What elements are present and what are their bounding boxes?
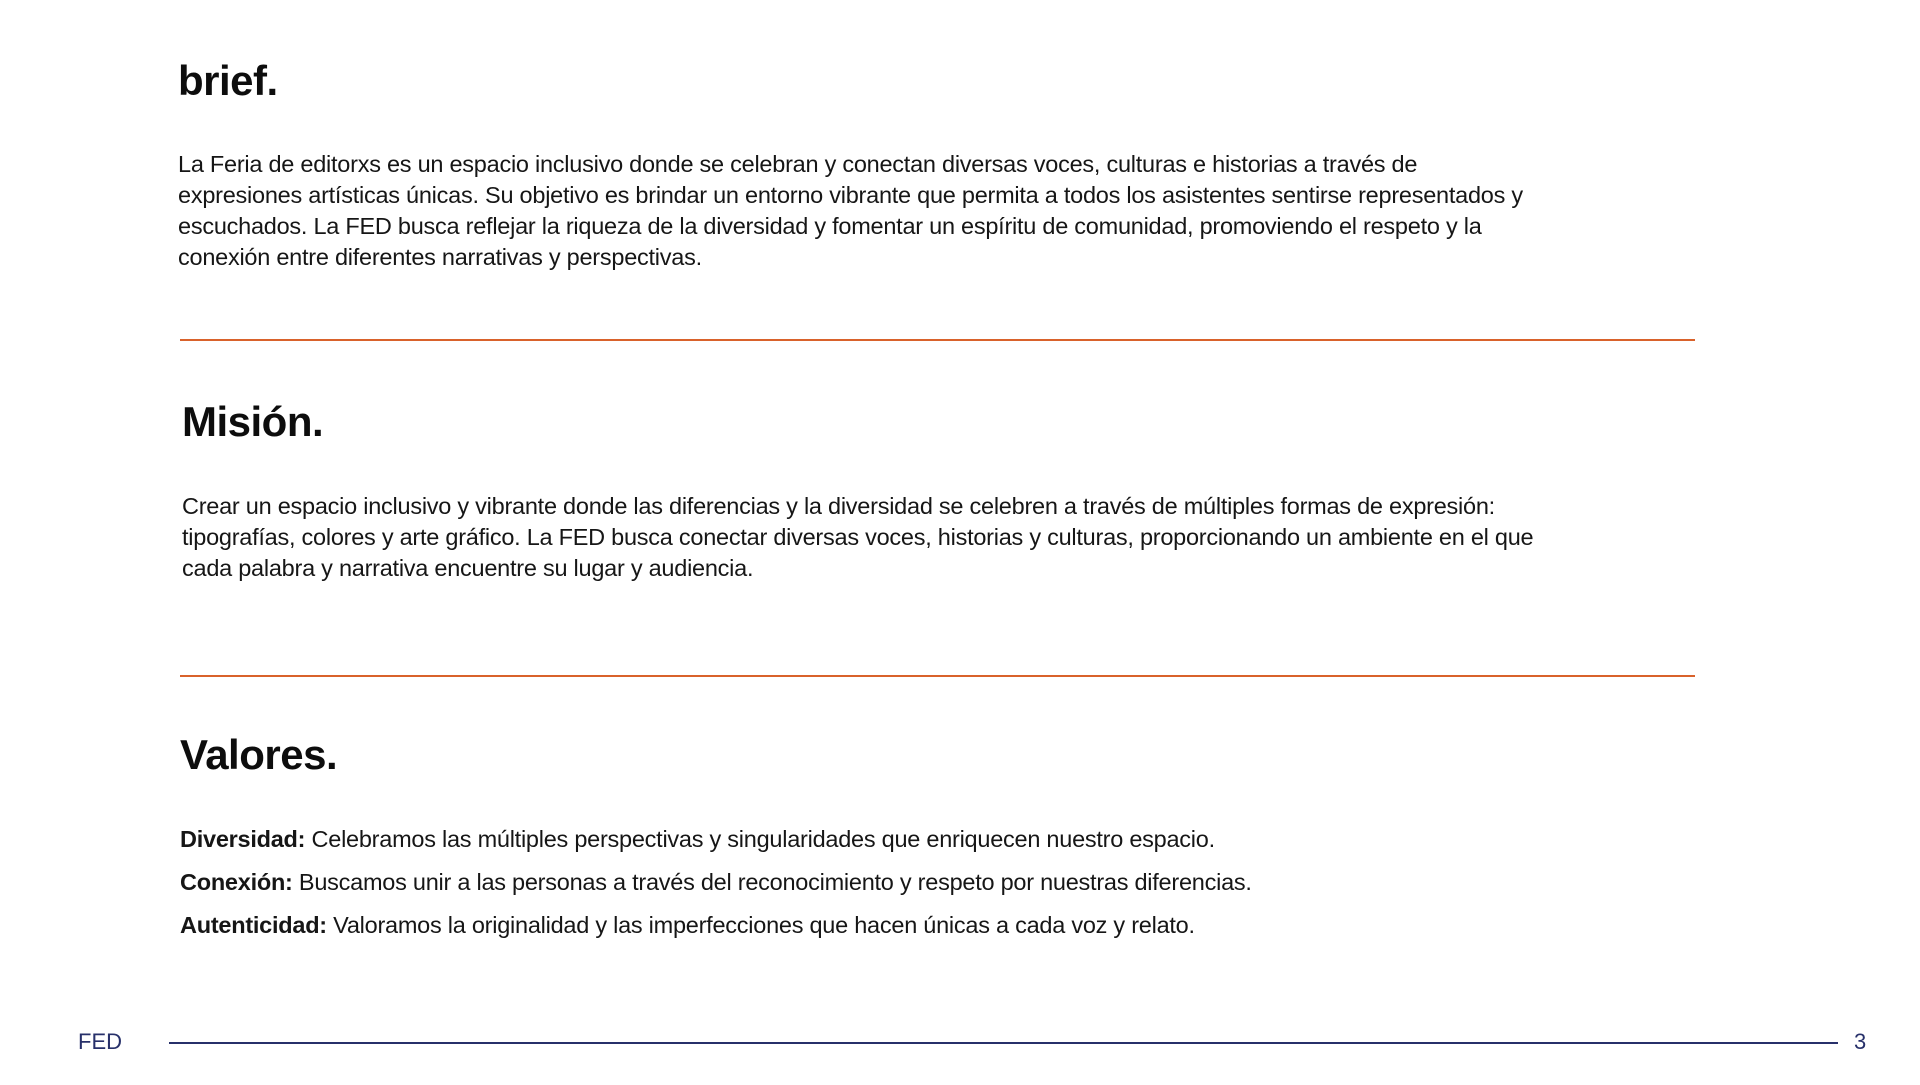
value-description: Celebramos las múltiples perspectivas y singularidades que enriquecen nuestro espacio. <box>305 826 1215 852</box>
value-term: Autenticidad: <box>180 912 327 938</box>
brief-title: brief. <box>178 57 278 104</box>
value-term: Conexión: <box>180 869 293 895</box>
valores-title: Valores. <box>180 731 338 778</box>
section-divider <box>180 675 1695 677</box>
values-list <box>180 818 1252 947</box>
mision-paragraph: Crear un espacio inclusivo y vibrante donde las diferencias y la diversidad se celebren a través de múltiples formas de expresión: tipografías, colores y arte gráfico. La FED busca conectar diversas voces, historias y culturas, proporcionando un ambiente en el que cada palabra y narrativa encuentre su lugar y audiencia. <box>182 493 1534 581</box>
footer-brand: FED <box>78 1029 122 1054</box>
mision-title: Misión. <box>182 398 324 445</box>
page-number: 3 <box>1854 1029 1867 1054</box>
value-item-autenticidad <box>180 904 1252 947</box>
value-description: Valoramos la originalidad y las imperfecciones que hacen únicas a cada voz y relato. <box>326 912 1195 938</box>
value-item-diversidad <box>180 818 1252 861</box>
section-divider <box>180 339 1695 341</box>
value-description: Buscamos unir a las personas a través del reconocimiento y respeto por nuestras diferencias. <box>292 869 1252 895</box>
brief-paragraph: La Feria de editorxs es un espacio inclusivo donde se celebran y conectan diversas voces, culturas e historias a través de expresiones artísticas únicas. Su objetivo es brindar un entorno vibrante que permita a todos los asistentes sentirse representados y escuchados. La FED busca reflejar la riqueza de la diversidad y fomentar un espíritu de comunidad, promoviendo el respeto y la conexión entre diferentes narrativas y perspectivas. <box>178 151 1523 270</box>
footer-divider <box>169 1042 1838 1044</box>
value-term: Diversidad: <box>180 826 306 852</box>
value-item-conexion <box>180 861 1252 904</box>
